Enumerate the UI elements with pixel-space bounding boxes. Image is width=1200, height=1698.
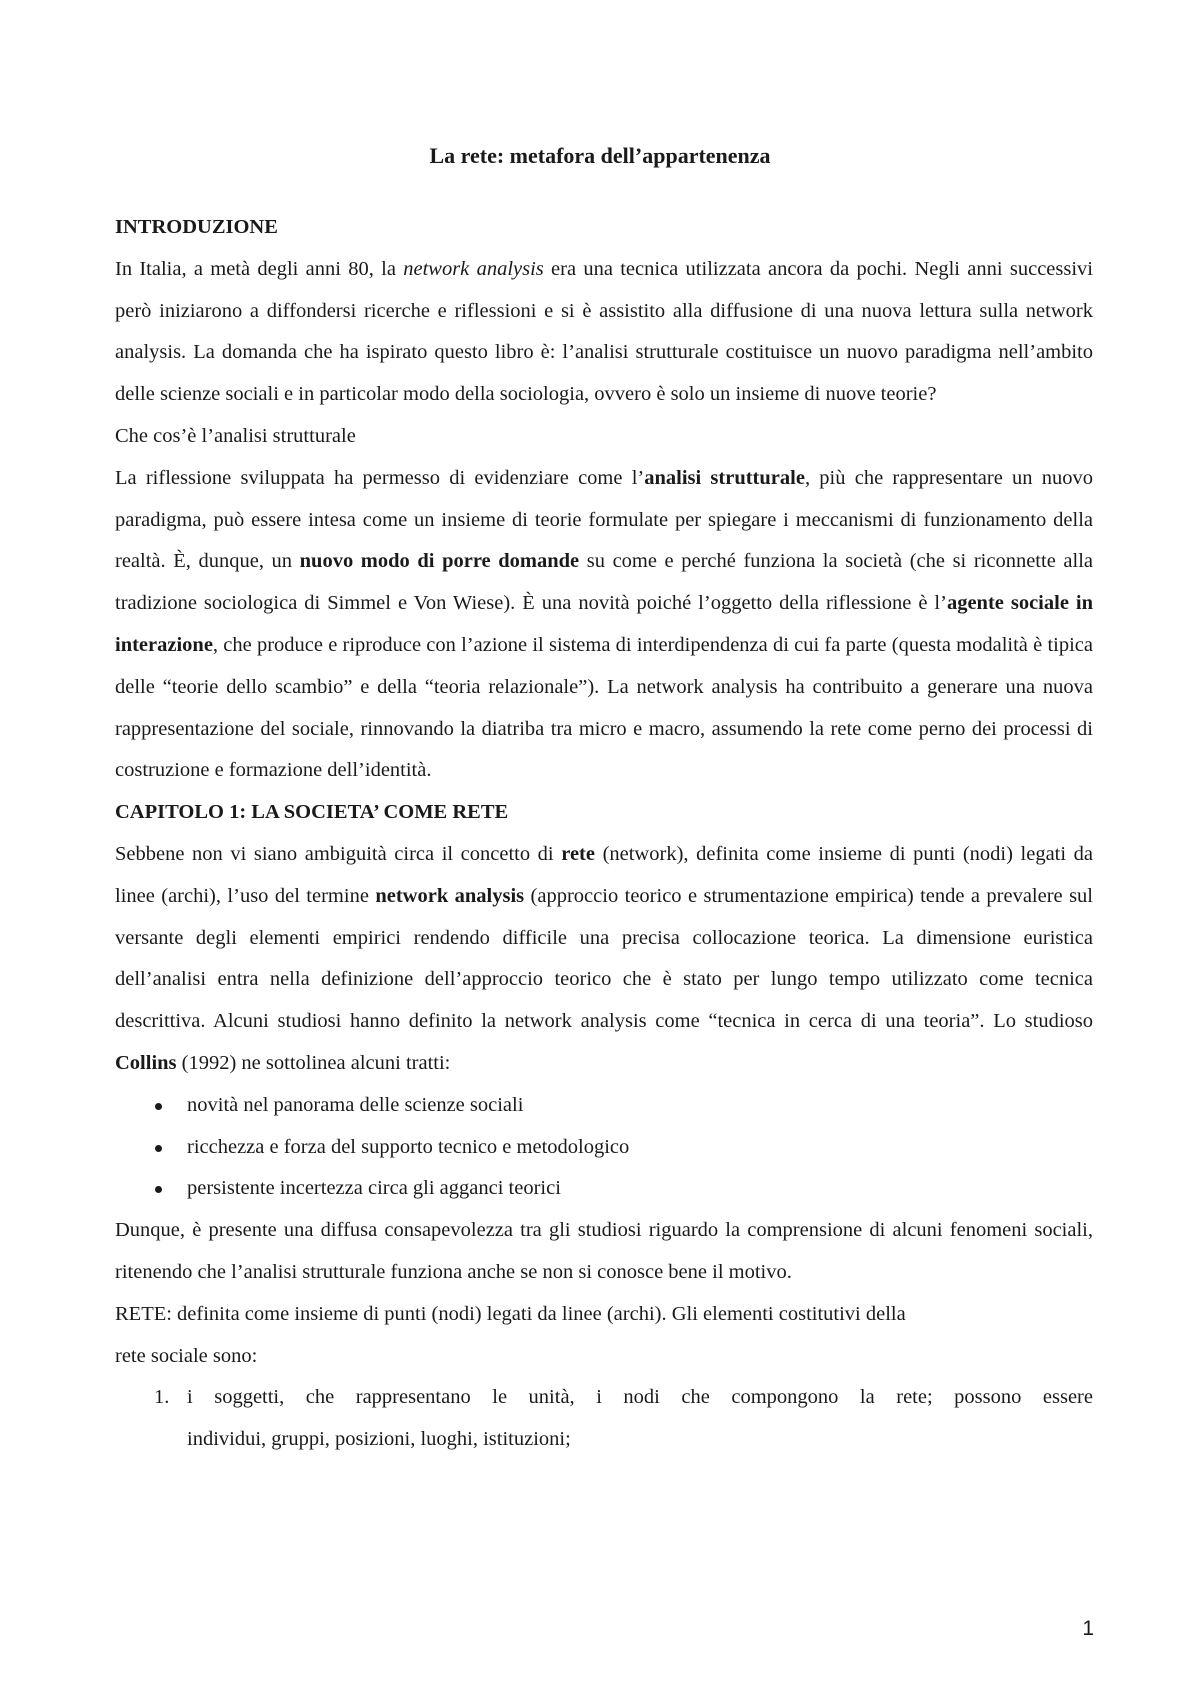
list-item: novità nel panorama delle scienze sociali: [115, 1085, 1093, 1127]
elements-list: [115, 1377, 1093, 1461]
document-title: La rete: metafora dell’appartenenza: [429, 143, 771, 168]
analysis-bold-1: analisi strutturale: [644, 466, 805, 489]
chapter1-text-3: (approccio teorico e strumentazione empirica) tende a prevalere sul versante degli elementi empirici rendendo difficile una precisa collocazione teorica. La dimensione euristica dell’analisi entra nella definizione dell’approccio teorico che è stato per lungo tempo utilizzato come tecnica descrittiva. Alcuni studiosi hanno definito la network analysis come “tecnica in cerca di una teoria”. Lo studioso: [115, 884, 1093, 1033]
collins-traits-list: [115, 1085, 1093, 1210]
intro-heading: INTRODUZIONE: [115, 216, 278, 238]
intro-emphasis: network analysis: [403, 257, 544, 280]
intro-text-start: In Italia, a metà degli anni 80, la: [115, 257, 404, 280]
rete-definition: [115, 1294, 1093, 1378]
document-body: [115, 207, 1093, 1461]
analysis-paragraph: [115, 458, 1093, 792]
intro-paragraph: [115, 249, 1093, 416]
list-item: persistente incertezza circa gli agganci teorici: [115, 1168, 1093, 1210]
chapter1-text-2: (network), definita come insieme di punti (nodi) legati da linee (archi), l’uso del termine: [115, 842, 1093, 907]
chapter1-bold-2: network analysis: [375, 884, 525, 907]
list-item: [115, 1377, 1093, 1461]
analysis-text-3: su come e perché funziona la società (che si riconnette alla tradizione sociologica di Simmel e Von Wiese). È una novità poiché l’oggetto della riflessione è l’: [115, 550, 1093, 615]
conclusion-paragraph: Dunque, è presente una diffusa consapevolezza tra gli studiosi riguardo la comprensione di alcuni fenomeni sociali, ritenendo che l’analisi strutturale funziona anche se non si conosce bene il motivo.: [115, 1219, 1093, 1283]
chapter1-text-4: (1992) ne sottolinea alcuni tratti:: [176, 1051, 451, 1074]
chapter1-text-1: Sebbene non vi siano ambiguità circa il concetto di: [115, 842, 562, 865]
intro-text-rest: era una tecnica utilizzata ancora da pochi. Negli anni successivi però iniziarono a diffondersi ricerche e riflessioni e si è assistito alla diffusione di una nuova lettura sulla network analysis. La domanda che ha ispirato questo libro è: l’analisi strutturale costituisce un nuovo paradigma nell’ambito delle scienze sociali e in particolar modo della sociologia, ovvero è solo un insieme di nuove teorie?: [115, 257, 1093, 406]
chapter1-heading: CAPITOLO 1: LA SOCIETA’ COME RETE: [115, 801, 509, 824]
analysis-text-1: La riflessione sviluppata ha permesso di evidenziare come l’: [115, 466, 645, 489]
rete-definition-line-2: rete sociale sono:: [115, 1344, 258, 1367]
rete-definition-line-1: RETE: definita come insieme di punti (nodi) legati da linee (archi). Gli elementi costitutivi della: [115, 1302, 906, 1325]
analysis-text-2: , più che rappresentare un nuovo paradigma, può essere intesa come un insieme di teorie formulate per spiegare i meccanismi di funzionamento della realtà. È, dunque, un: [115, 466, 1094, 573]
chapter1-paragraph: [115, 834, 1093, 1085]
analysis-text-4: , che produce e riproduce con l’azione il sistema di interdipendenza di cui fa parte (questa modalità è tipica delle “teorie dello scambio” e della “teoria relazionale”). La network analysis ha contribuito a generare una nuova rappresentazione del sociale, rinnovando la diatriba tra micro e macro, assumendo la rete come perno dei processi di costruzione e formazione dell’identità.: [115, 633, 1093, 782]
chapter1-bold-1: rete: [561, 842, 595, 865]
list-item-line-2: individui, gruppi, posizioni, luoghi, istituzioni;: [187, 1428, 571, 1451]
page-number: 1: [1082, 1617, 1094, 1640]
analysis-bold-3: agente sociale in interazione: [115, 592, 1093, 656]
analysis-subheading: Che cos’è l’analisi strutturale: [115, 424, 356, 447]
list-item-line-1: i soggetti, che rappresentano le unità, i nodi che compongono la rete; possono essere: [187, 1386, 1093, 1409]
list-item: ricchezza e forza del supporto tecnico e metodologico: [115, 1127, 1093, 1169]
analysis-bold-2: nuovo modo di porre domande: [299, 550, 580, 573]
list-number: 1.: [154, 1386, 170, 1409]
chapter1-bold-3: Collins: [115, 1051, 177, 1074]
